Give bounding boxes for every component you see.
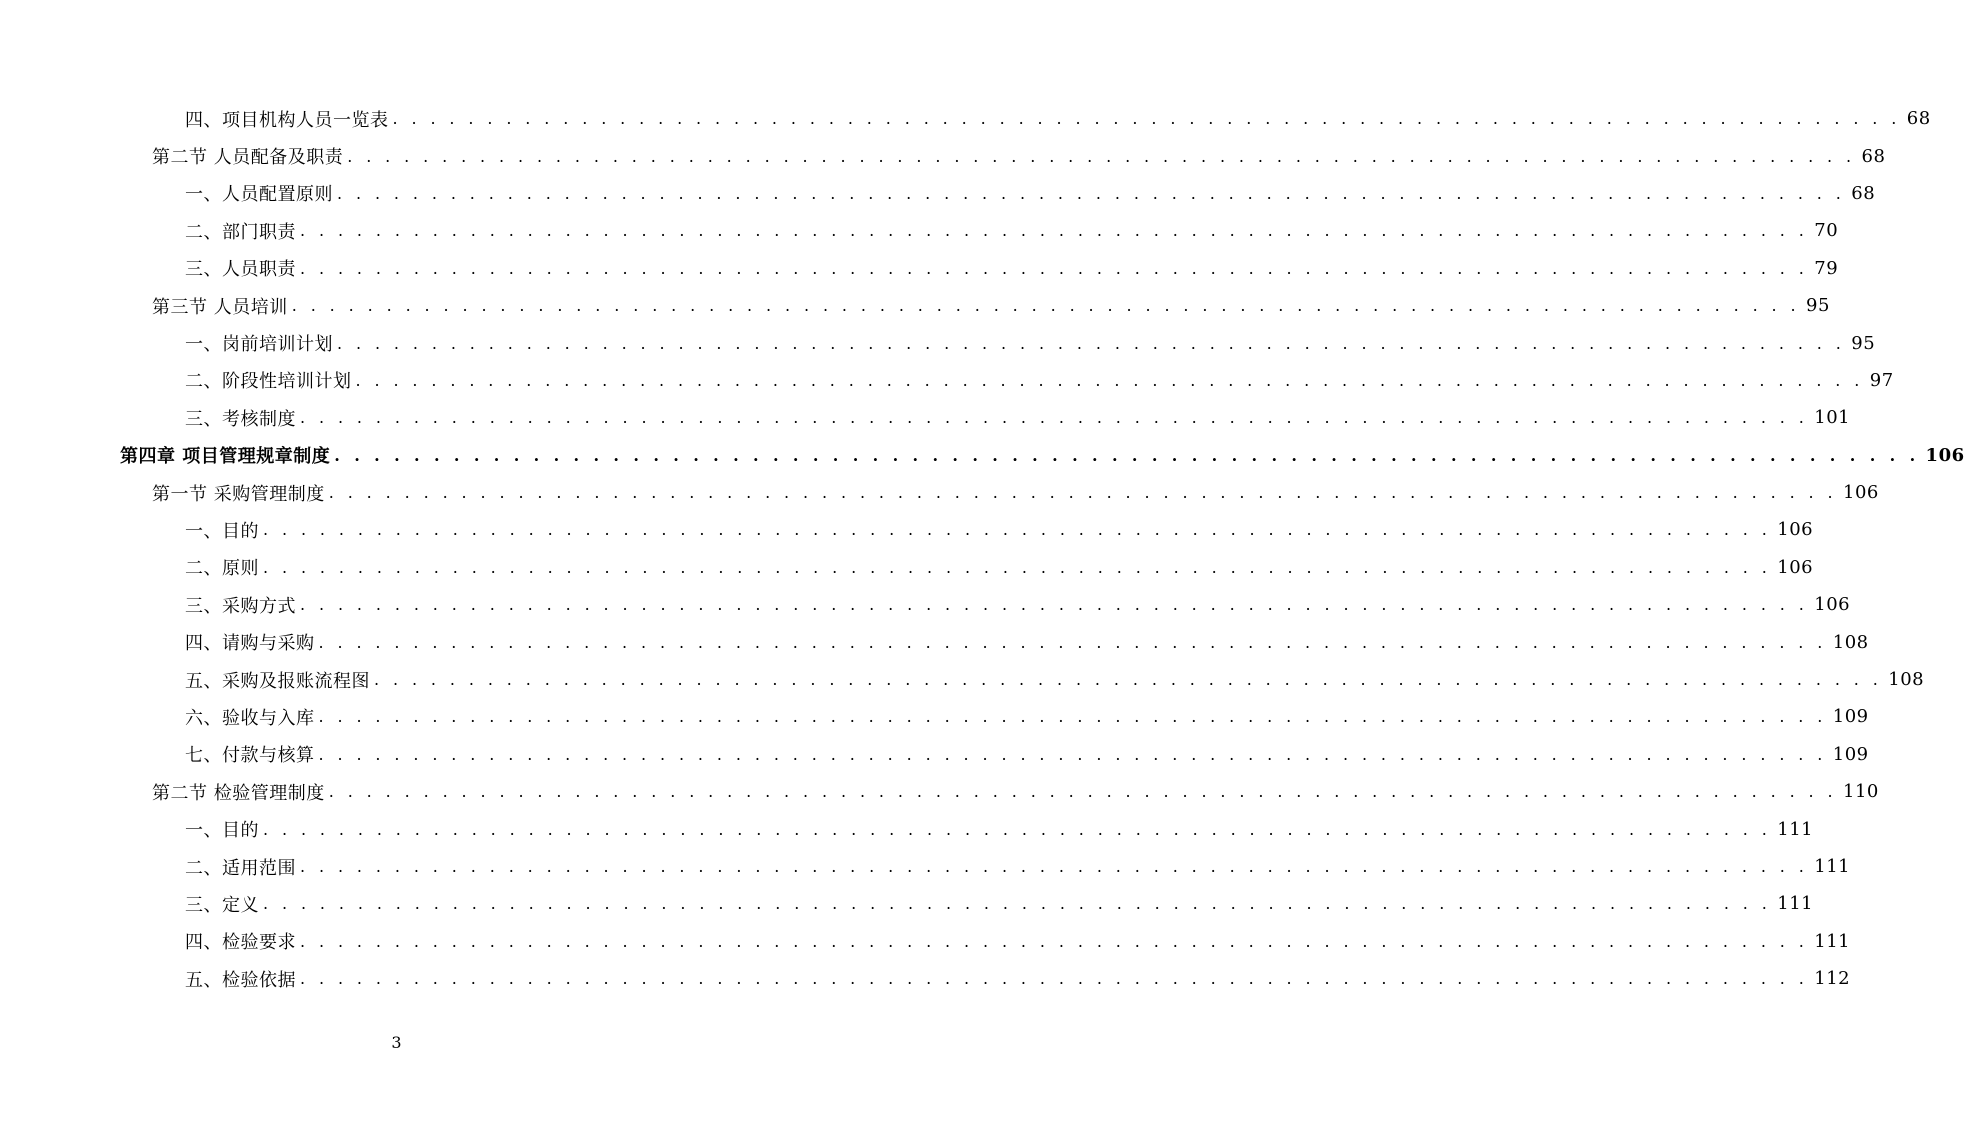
toc-entry-title: 一、目的 [185, 520, 259, 542]
toc-dot-leader: . . . . . . . . . . . . . . . . . . . . . . . . . . . . . . . . . . . . . . . . . . . . . . . . . . . . . . . . . . . . . . . . . . . . . . . . . . . . . . . . [334, 445, 1920, 465]
toc-dot-leader: . . . . . . . . . . . . . . . . . . . . . . . . . . . . . . . . . . . . . . . . . . . . . . . . . . . . . . . . . . . . . . . . . . . . . . . . . . . . . . . . [347, 146, 1856, 166]
toc-entry-title: 第二节 人员配备及职责 [152, 147, 344, 169]
toc-subsection-entry[interactable] [0, 923, 1851, 960]
toc-entry-page: 106 [1777, 519, 1814, 541]
toc-entry-title: 一、人员配置原则 [185, 184, 333, 206]
toc-entry-page: 97 [1869, 369, 1894, 391]
toc-subsection-entry[interactable] [0, 885, 1814, 922]
toc-entry-title: 第二节 检验管理制度 [152, 782, 325, 804]
toc-section-entry[interactable] [0, 474, 1879, 511]
toc-dot-leader: . . . . . . . . . . . . . . . . . . . . . . . . . . . . . . . . . . . . . . . . . . . . . . . . . . . . . . . . . . . . . . . . . . . . . . . . . . . . . . . . [300, 408, 1809, 428]
toc-section-entry[interactable] [0, 137, 1886, 174]
toc-entry-title: 二、部门职责 [185, 221, 296, 243]
toc-dot-leader: . . . . . . . . . . . . . . . . . . . . . . . . . . . . . . . . . . . . . . . . . . . . . . . . . . . . . . . . . . . . . . . . . . . . . . . . . . . . . . . . [337, 333, 1846, 353]
toc-entry-title: 一、岗前培训计划 [185, 334, 333, 356]
toc-subsection-entry[interactable] [0, 586, 1851, 623]
toc-dot-leader: . . . . . . . . . . . . . . . . . . . . . . . . . . . . . . . . . . . . . . . . . . . . . . . . . . . . . . . . . . . . . . . . . . . . . . . . . . . . . . . . [300, 969, 1809, 989]
toc-entry-title: 三、定义 [185, 894, 259, 916]
toc-entry-page: 106 [1777, 556, 1814, 578]
toc-dot-leader: . . . . . . . . . . . . . . . . . . . . . . . . . . . . . . . . . . . . . . . . . . . . . . . . . . . . . . . . . . . . . . . . . . . . . . . . . . . . . . . . [300, 221, 1809, 241]
toc-dot-leader: . . . . . . . . . . . . . . . . . . . . . . . . . . . . . . . . . . . . . . . . . . . . . . . . . . . . . . . . . . . . . . . . . . . . . . . . . . . . . . . . [374, 670, 1883, 690]
toc-dot-leader: . . . . . . . . . . . . . . . . . . . . . . . . . . . . . . . . . . . . . . . . . . . . . . . . . . . . . . . . . . . . . . . . . . . . . . . . . . . . . . . . [291, 296, 1800, 316]
toc-entry-page: 101 [1814, 407, 1851, 429]
toc-dot-leader: . . . . . . . . . . . . . . . . . . . . . . . . . . . . . . . . . . . . . . . . . . . . . . . . . . . . . . . . . . . . . . . . . . . . . . . . . . . . . . . . [328, 483, 1837, 503]
toc-entry-page: 68 [1861, 145, 1886, 167]
toc-subsection-entry[interactable] [0, 399, 1851, 436]
toc-subsection-entry[interactable] [0, 100, 1931, 137]
toc-dot-leader: . . . . . . . . . . . . . . . . . . . . . . . . . . . . . . . . . . . . . . . . . . . . . . . . . . . . . . . . . . . . . . . . . . . . . . . . . . . . . . . . [328, 782, 1837, 802]
toc-subsection-entry[interactable] [0, 661, 1925, 698]
page-number: 3 [391, 1033, 402, 1052]
toc-entry-page: 68 [1906, 108, 1931, 130]
toc-entry-title: 二、原则 [185, 558, 259, 580]
toc-dot-leader: . . . . . . . . . . . . . . . . . . . . . . . . . . . . . . . . . . . . . . . . . . . . . . . . . . . . . . . . . . . . . . . . . . . . . . . . . . . . . . . . [337, 183, 1846, 203]
toc-subsection-entry[interactable] [0, 511, 1814, 548]
toc-entry-title: 六、验收与入库 [185, 707, 315, 729]
toc-entry-page: 95 [1806, 295, 1830, 317]
toc-entry-page: 111 [1814, 930, 1851, 952]
toc-dot-leader: . . . . . . . . . . . . . . . . . . . . . . . . . . . . . . . . . . . . . . . . . . . . . . . . . . . . . . . . . . . . . . . . . . . . . . . . . . . . . . . . [392, 109, 1901, 129]
toc-entry-title: 三、考核制度 [185, 408, 296, 430]
toc-entry-page: 109 [1832, 743, 1869, 765]
toc-dot-leader: . . . . . . . . . . . . . . . . . . . . . . . . . . . . . . . . . . . . . . . . . . . . . . . . . . . . . . . . . . . . . . . . . . . . . . . . . . . . . . . . [318, 744, 1827, 764]
toc-entry-title: 第一节 采购管理制度 [152, 483, 325, 505]
toc-dot-leader: . . . . . . . . . . . . . . . . . . . . . . . . . . . . . . . . . . . . . . . . . . . . . . . . . . . . . . . . . . . . . . . . . . . . . . . . . . . . . . . . [300, 857, 1809, 876]
toc-entry-title: 四、项目机构人员一览表 [185, 109, 389, 131]
toc-dot-leader: . . . . . . . . . . . . . . . . . . . . . . . . . . . . . . . . . . . . . . . . . . . . . . . . . . . . . . . . . . . . . . . . . . . . . . . . . . . . . . . . [300, 258, 1809, 278]
toc-section-entry[interactable] [0, 287, 1830, 324]
toc-entry-title: 第四章 项目管理规章制度 [120, 446, 331, 468]
toc-entry-page: 79 [1814, 257, 1839, 279]
toc-entry-page: 112 [1814, 968, 1851, 990]
toc-entry-page: 108 [1832, 631, 1869, 653]
toc-entry-title: 二、适用范围 [185, 857, 296, 879]
toc-subsection-entry[interactable] [0, 362, 1894, 399]
toc-entry-title: 四、请购与采购 [185, 633, 315, 655]
toc-dot-leader: . . . . . . . . . . . . . . . . . . . . . . . . . . . . . . . . . . . . . . . . . . . . . . . . . . . . . . . . . . . . . . . . . . . . . . . . . . . . . . . . [263, 819, 1772, 839]
toc-entry-page: 68 [1851, 182, 1876, 204]
toc-subsection-entry[interactable] [0, 848, 1851, 885]
toc-dot-leader: . . . . . . . . . . . . . . . . . . . . . . . . . . . . . . . . . . . . . . . . . . . . . . . . . . . . . . . . . . . . . . . . . . . . . . . . . . . . . . . . [300, 931, 1809, 951]
toc-dot-leader: . . . . . . . . . . . . . . . . . . . . . . . . . . . . . . . . . . . . . . . . . . . . . . . . . . . . . . . . . . . . . . . . . . . . . . . . . . . . . . . . [300, 595, 1809, 615]
toc-entry-title: 一、目的 [185, 820, 259, 842]
toc-dot-leader: . . . . . . . . . . . . . . . . . . . . . . . . . . . . . . . . . . . . . . . . . . . . . . . . . . . . . . . . . . . . . . . . . . . . . . . . . . . . . . . . [318, 632, 1827, 652]
toc-dot-leader: . . . . . . . . . . . . . . . . . . . . . . . . . . . . . . . . . . . . . . . . . . . . . . . . . . . . . . . . . . . . . . . . . . . . . . . . . . . . . . . . [355, 370, 1864, 390]
toc-subsection-entry[interactable] [0, 736, 1869, 773]
toc-entry-title: 二、阶段性培训计划 [185, 371, 352, 393]
toc-dot-leader: . . . . . . . . . . . . . . . . . . . . . . . . . . . . . . . . . . . . . . . . . . . . . . . . . . . . . . . . . . . . . . . . . . . . . . . . . . . . . . . . [263, 894, 1772, 914]
toc-entry-title: 五、检验依据 [185, 969, 296, 991]
toc-chapter-entry[interactable] [0, 437, 1965, 474]
toc-subsection-entry[interactable] [0, 175, 1876, 212]
toc-entry-page: 95 [1851, 332, 1876, 354]
toc-entry-title: 四、检验要求 [185, 932, 296, 954]
toc-entry-page: 106 [1843, 482, 1879, 504]
toc-entry-page: 111 [1814, 856, 1851, 877]
toc-subsection-entry[interactable] [0, 212, 1839, 249]
toc-subsection-entry[interactable] [0, 250, 1839, 287]
toc-entry-title: 三、人员职责 [185, 259, 296, 281]
toc-section-entry[interactable] [0, 773, 1879, 810]
toc-entry-title: 五、采购及报账流程图 [185, 670, 370, 692]
toc-subsection-entry[interactable] [0, 810, 1814, 847]
toc-entry-title: 三、采购方式 [185, 595, 296, 617]
toc-subsection-entry[interactable] [0, 623, 1869, 660]
table-of-contents [0, 100, 1965, 997]
toc-subsection-entry[interactable] [0, 324, 1876, 361]
toc-entry-page: 108 [1888, 669, 1925, 691]
toc-entry-page: 109 [1832, 706, 1869, 728]
toc-entry-page: 70 [1814, 220, 1839, 242]
toc-entry-page: 111 [1777, 893, 1814, 915]
toc-subsection-entry[interactable] [0, 549, 1814, 586]
toc-subsection-entry[interactable] [0, 960, 1851, 997]
toc-subsection-entry[interactable] [0, 698, 1869, 735]
toc-entry-page: 106 [1814, 594, 1851, 616]
toc-entry-title: 第三节 人员培训 [152, 296, 288, 318]
toc-entry-page: 106 [1925, 444, 1965, 466]
toc-entry-page: 111 [1777, 818, 1814, 840]
toc-dot-leader: . . . . . . . . . . . . . . . . . . . . . . . . . . . . . . . . . . . . . . . . . . . . . . . . . . . . . . . . . . . . . . . . . . . . . . . . . . . . . . . . [318, 707, 1827, 727]
toc-dot-leader: . . . . . . . . . . . . . . . . . . . . . . . . . . . . . . . . . . . . . . . . . . . . . . . . . . . . . . . . . . . . . . . . . . . . . . . . . . . . . . . . [263, 520, 1772, 540]
toc-entry-page: 110 [1843, 781, 1879, 803]
toc-dot-leader: . . . . . . . . . . . . . . . . . . . . . . . . . . . . . . . . . . . . . . . . . . . . . . . . . . . . . . . . . . . . . . . . . . . . . . . . . . . . . . . . [263, 557, 1772, 577]
toc-entry-title: 七、付款与核算 [185, 745, 315, 767]
